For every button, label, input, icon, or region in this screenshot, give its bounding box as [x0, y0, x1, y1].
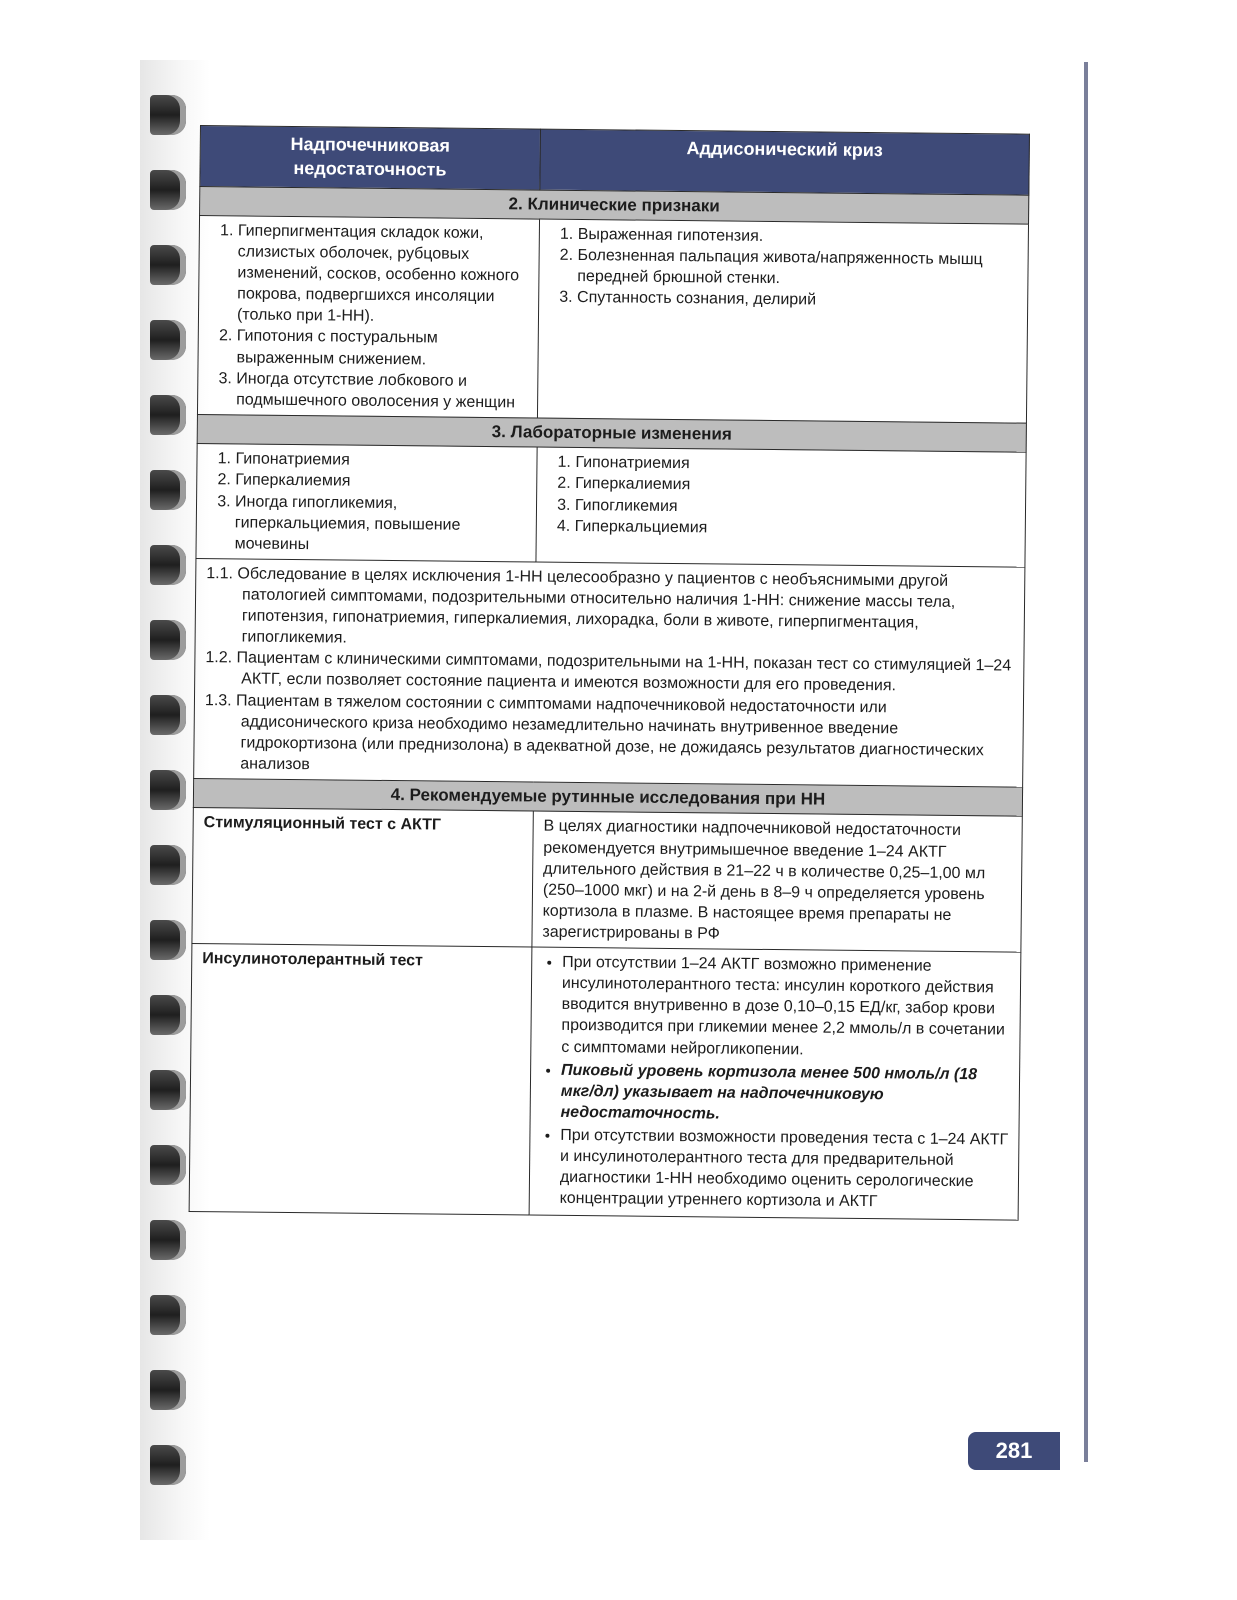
page-number: 281 — [968, 1432, 1060, 1470]
list-item: 2. Гиперкалиемия — [235, 470, 526, 494]
list-item: 3. Гипогликемия — [575, 495, 1015, 521]
binding-ring — [150, 1220, 186, 1260]
binding-ring — [150, 470, 186, 510]
list-item: 2. Гиперкалиемия — [575, 473, 1015, 499]
binding-ring — [150, 1145, 186, 1185]
binding-ring — [150, 770, 186, 810]
binding-ring — [150, 1295, 186, 1335]
list-item: 1. Выраженная гипотензия. — [578, 224, 1018, 250]
numbered-list — [208, 220, 529, 413]
list-item: 1. Гипонатриемия — [575, 452, 1015, 478]
binding-ring — [150, 395, 186, 435]
header-addisonian-crisis: Аддисонический криз — [540, 129, 1030, 195]
list-item: 1. Гиперпигментация складок кожи, слизистых оболочек, рубцовых изменений, сосков, особенно кожного покрова, подвергшихся инсоляции (только при 1-НН). — [237, 220, 529, 329]
clinical-signs-ai — [197, 215, 539, 418]
list-item: 1.2. Пациентам с клиническими симптомами, подозрительными на 1-НН, показан тест со стимуляцией 1–24 АКТГ, если позволяет состояние пациента и имеются возможности для его проведения. — [205, 649, 1012, 695]
list-item: • При отсутствии 1–24 АКТГ возможно применение инсулинотолерантного теста: инсулин короткого действия вводится внутривенно в дозе 0,10–0,15 ЕД/кг, забор крови производится при гликемии менее 2,2 ммоль/л в сочетании с симптомами нейрогликопении. — [561, 952, 1010, 1062]
list-item: 3. Иногда гипогликемия, гиперкальциемия, повышение мочевины — [235, 491, 527, 557]
list-item: • При отсутствии возможности проведения теста с 1–24 АКТГ и инсулинотолерантного теста для предварительной диагностики 1-НН необходимо оценить серологические концентрации утреннего кортизола и АКТГ — [560, 1125, 1009, 1214]
binding-ring — [150, 695, 186, 735]
binding-ring — [150, 320, 186, 360]
table-header-row — [200, 126, 1030, 195]
section-title-clinical-signs: 2. Клинические признаки — [200, 186, 1029, 224]
page-edge — [1084, 62, 1088, 1462]
binding-ring — [150, 1445, 186, 1485]
table-row — [192, 808, 1022, 952]
recommendation-list — [204, 563, 1014, 783]
table-row — [189, 944, 1021, 1221]
list-item: 1. Гипонатриемия — [235, 449, 526, 473]
clinical-table — [189, 125, 1030, 1221]
binding-ring — [150, 170, 186, 210]
binding-ring — [150, 1370, 186, 1410]
binding-ring — [150, 1070, 186, 1110]
binding-ring — [150, 95, 186, 135]
recommendations-notes — [194, 558, 1025, 787]
table-row — [197, 215, 1028, 423]
test-text-insulin — [529, 947, 1021, 1220]
section-title-lab-changes: 3. Лабораторные изменения — [197, 414, 1026, 452]
list-item: 2. Гипотония с постуральным выраженным снижением. — [236, 326, 527, 371]
binding-ring — [150, 845, 186, 885]
list-item: 3. Спутанность сознания, делирий — [577, 287, 1017, 313]
test-name-insulin: Инсулинотолерантный тест — [189, 944, 532, 1216]
numbered-list — [549, 224, 1018, 313]
header-adrenal-insufficiency: Надпочечниковая недостаточность — [200, 126, 540, 190]
numbered-list — [207, 448, 527, 557]
table-row — [196, 444, 1026, 567]
numbered-list — [547, 452, 1016, 541]
list-item: 4. Гиперкальциемия — [575, 516, 1015, 542]
list-item: • Пиковый уровень кортизола менее 500 нмоль/л (18 мкг/дл) указывает на надпочечниковую недостаточность. — [560, 1059, 1009, 1127]
list-item: 1.3. Пациентам в тяжелом состоянии с симптомами надпочечниковой недостаточности или аддисонического криза необходимо незамедлительно начинать внутривенное введение гидрокортизона (или преднизолона) в адекватной дозе, не дожидаясь результатов диагностических анализов — [204, 691, 984, 774]
lab-changes-ai — [196, 444, 537, 562]
list-item: 2. Болезненная пальпация живота/напряженность мышц передней брюшной стенки. — [577, 245, 1018, 292]
binding-ring — [150, 545, 186, 585]
list-item: 1.1. Обследование в целях исключения 1-НН целесообразно у пациентов с необъяснимыми другой патологией симптомами, подозрительными относительно наличия 1-НН: снижение массы тела, гипотензия, гипонатриемия, гиперкалиемия, лихорадка, боли в животе, гиперпигментация, гипогликемия. — [206, 564, 956, 647]
binding-ring — [150, 245, 186, 285]
section-title-routine-tests: 4. Рекомендуемые рутинные исследования при НН — [193, 778, 1022, 816]
bullet-list — [540, 952, 1011, 1214]
binding-ring — [150, 620, 186, 660]
test-text-acth: В целях диагностики надпочечниковой недостаточности рекомендуется внутримышечное введение 1–24 АКТГ длительного действия в 21–22 ч в количестве 0,25–1,00 мл (250–1000 мкг) и на 2-й день в 8–9 ч определяется уровень кортизола в плазме. В настоящее время препараты не зарегистрированы в РФ — [532, 811, 1023, 952]
test-name-acth: Стимуляционный тест с АКТГ — [192, 808, 533, 947]
clinical-signs-crisis — [537, 219, 1028, 423]
lab-changes-crisis — [536, 447, 1026, 567]
binding-ring — [150, 995, 186, 1035]
table-row — [194, 558, 1025, 787]
binding-ring — [150, 920, 186, 960]
list-item: 3. Иногда отсутствие лобкового и подмышечного оволосения у женщин — [236, 368, 527, 413]
